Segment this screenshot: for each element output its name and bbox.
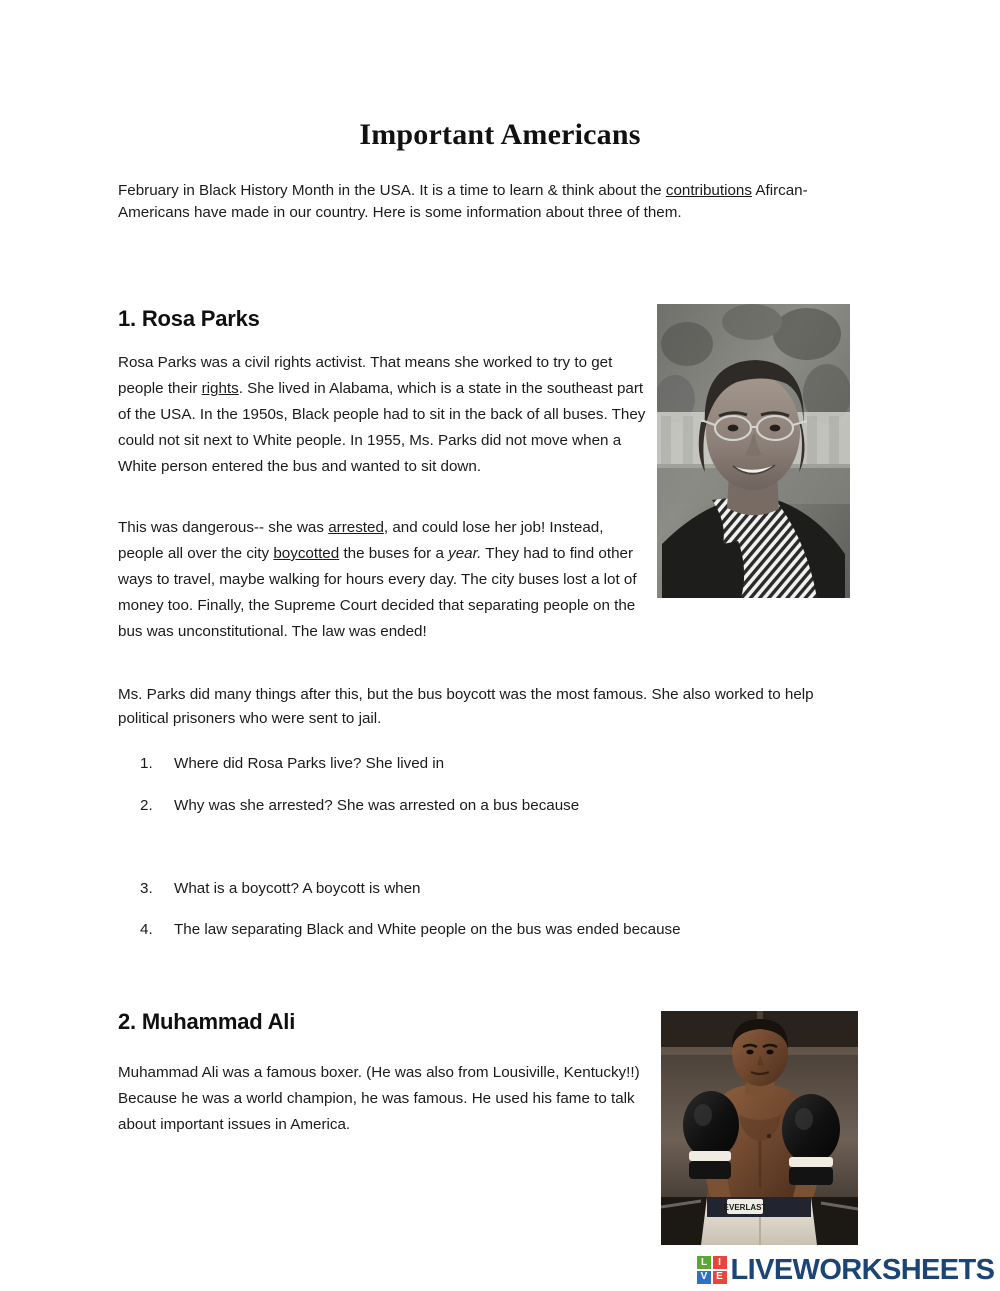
question-text-2: Why was she arrested? She was arrested on a bus because bbox=[174, 797, 580, 814]
rosa-p1-text-a: Rosa Parks was a civil rights activist. That means she worked to try to get people their bbox=[118, 354, 613, 397]
question-item-4 bbox=[140, 919, 900, 941]
logo-tile-i: I bbox=[713, 1256, 727, 1269]
muhammad-ali-paragraph-1: Muhammad Ali was a famous boxer. (He was also from Lousiville, Kentucky!!) Because he was a world champion, he was famous. He used his fame to talk about important issues in America. bbox=[118, 1064, 640, 1133]
intro-paragraph bbox=[118, 180, 844, 223]
rosa-parks-photo bbox=[657, 304, 850, 598]
intro-text-part1: February in Black History Month in the USA. It is a time to learn & think about the bbox=[118, 182, 666, 199]
rosa-p2-text-a: This was dangerous-- she was bbox=[118, 519, 329, 536]
svg-text:EVERLAST: EVERLAST bbox=[723, 1203, 767, 1212]
rosa-p1-text-b: . She lived in Alabama, which is a state in the southeast part of the USA. In the 1950s, Black people had to sit in the back of all buses. They could not sit next to White people. In 1955, Ms. Parks did not move when a White person entered the bus and wanted to sit down. bbox=[118, 380, 646, 475]
logo-tile-v: V bbox=[697, 1271, 711, 1284]
question-item-2 bbox=[140, 795, 900, 817]
rosa-parks-paragraph-3: Ms. Parks did many things after this, but the bus boycott was the most famous. She also worked to help political prisoners who were sent to jail. bbox=[118, 686, 814, 727]
section-heading-muhammad-ali: 2. Muhammad Ali bbox=[118, 1009, 296, 1034]
rosa-p2-italic-year: year. bbox=[448, 545, 482, 562]
page-title: Important Americans bbox=[359, 118, 641, 151]
question-item-3 bbox=[140, 878, 900, 900]
question-text-1: Where did Rosa Parks live? She lived in bbox=[174, 755, 445, 772]
question-text-4: The law separating Black and White people on the bus was ended because bbox=[174, 921, 681, 938]
intro-underlined-word: contributions bbox=[665, 182, 752, 199]
question-item-1 bbox=[140, 753, 900, 775]
section-heading-rosa-parks: 1. Rosa Parks bbox=[118, 306, 260, 331]
muhammad-ali-photo bbox=[661, 1011, 858, 1245]
logo-tile-e: E bbox=[713, 1271, 727, 1284]
question-number-3: 3. bbox=[140, 880, 153, 897]
liveworksheets-logo-tiles bbox=[697, 1256, 727, 1284]
question-number-4: 4. bbox=[140, 921, 153, 938]
question-number-1: 1. bbox=[140, 755, 153, 772]
rosa-parks-paragraph-2 bbox=[118, 515, 650, 645]
intro-text-part2: Afircan-Americans have made in our country. Here is some information about three of them. bbox=[118, 182, 808, 221]
liveworksheets-wordmark: LIVEWORKSHEETS bbox=[730, 1253, 995, 1286]
rosa-p2-underlined-boycotted: boycotted bbox=[273, 545, 340, 562]
question-text-3: What is a boycott? A boycott is when bbox=[174, 880, 421, 897]
rosa-p2-text-c: the buses for a bbox=[339, 545, 449, 562]
rosa-parks-paragraph-1 bbox=[118, 350, 650, 480]
liveworksheets-logo bbox=[697, 1253, 994, 1287]
rosa-p2-text-d: They had to find other ways to travel, maybe walking for hours every day. The city buses lost a lot of money too. Finally, the Supreme Court decided that separating people on the bus was unconstitutional. The law was ended! bbox=[118, 545, 637, 640]
rosa-p2-underlined-arrested: arrested bbox=[328, 519, 384, 536]
rosa-parks-photo-graphic bbox=[657, 304, 850, 598]
rosa-p1-underlined-rights: rights bbox=[201, 380, 239, 397]
question-number-2: 2. bbox=[140, 797, 153, 814]
rosa-p2-text-b: , and could lose her job! Instead, people all over the city bbox=[118, 519, 604, 562]
logo-tile-l: L bbox=[697, 1256, 711, 1269]
muhammad-ali-photo-graphic bbox=[661, 1011, 858, 1245]
